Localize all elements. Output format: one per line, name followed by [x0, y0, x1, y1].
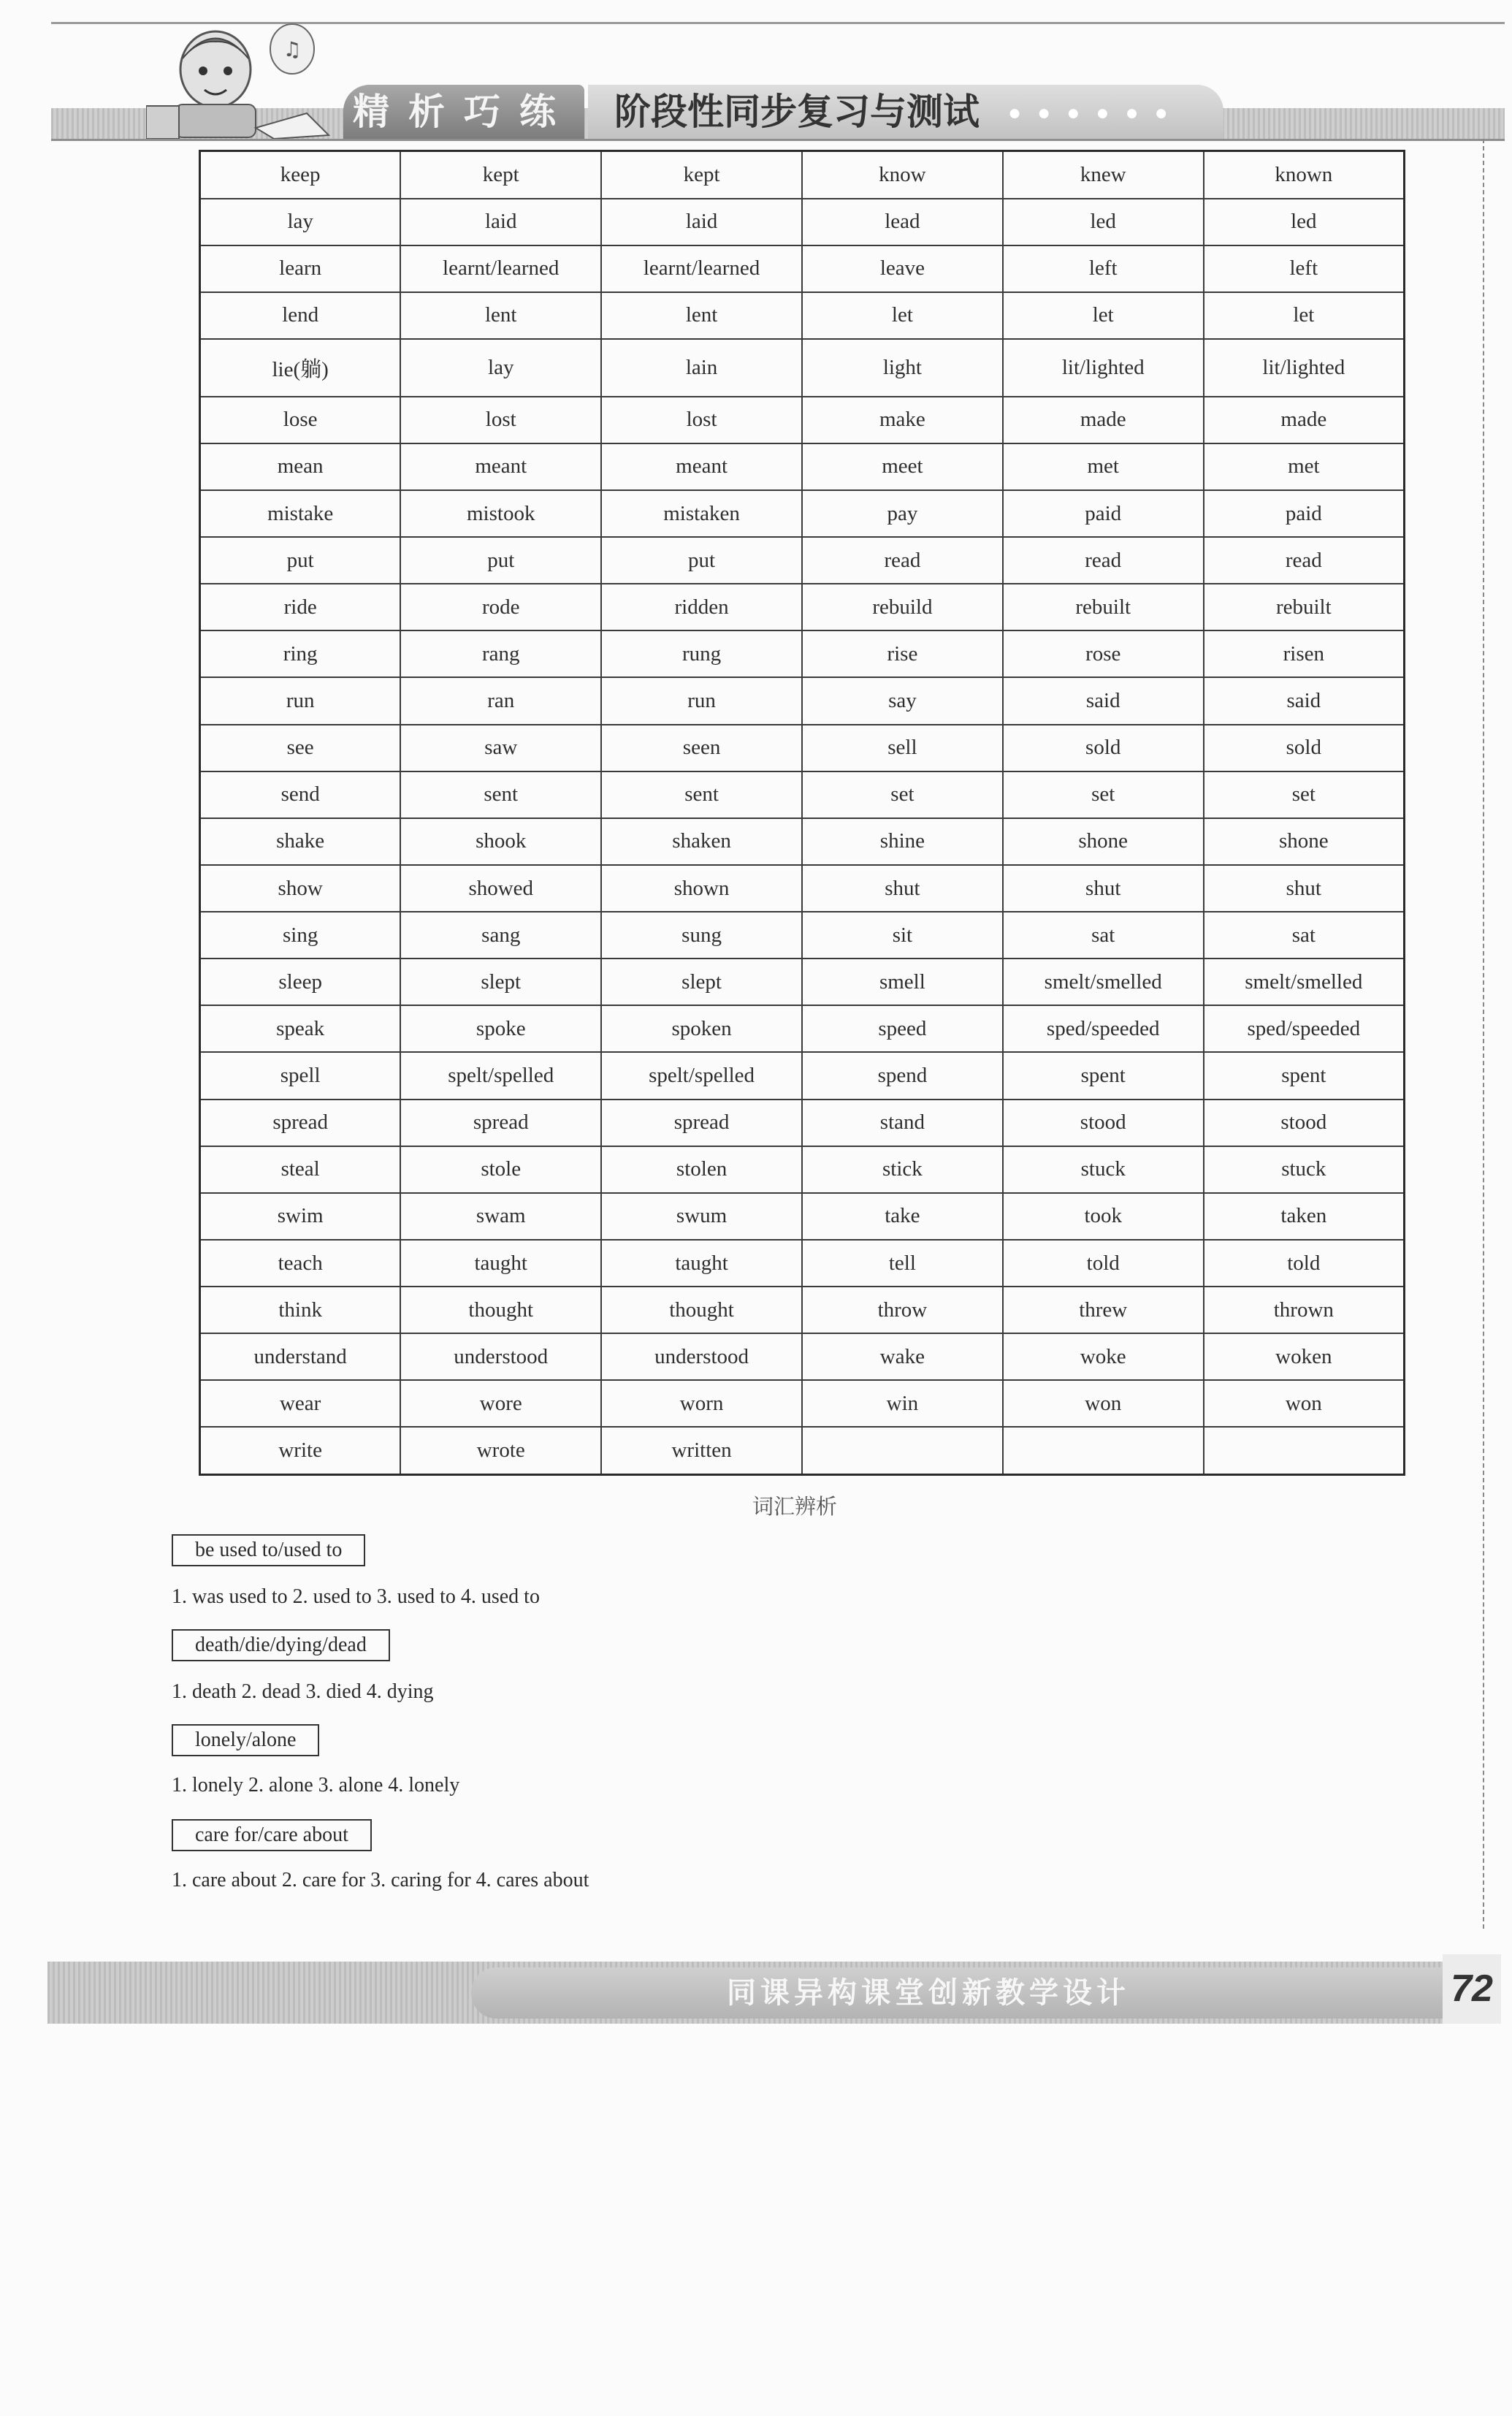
vocab-label-care: care for/care about: [172, 1819, 372, 1851]
table-row: [200, 537, 1405, 584]
vocab-label-lonely: lonely/alone: [172, 1724, 319, 1756]
table-cell: spoken: [601, 1005, 802, 1052]
table-cell: stole: [400, 1146, 601, 1193]
table-cell: make: [802, 397, 1003, 443]
table-cell: showed: [400, 865, 601, 912]
vocab-answers-used-to: 1. was used to 2. used to 3. used to 4. used to: [172, 1585, 540, 1608]
table-cell: knew: [1003, 151, 1204, 199]
table-cell: rebuild: [802, 584, 1003, 630]
table-cell: thought: [601, 1287, 802, 1333]
table-cell: lose: [200, 397, 401, 443]
table-cell: ran: [400, 677, 601, 724]
table-cell: write: [200, 1427, 401, 1474]
table-cell: think: [200, 1287, 401, 1333]
table-cell: stolen: [601, 1146, 802, 1193]
table-cell: learnt/learned: [400, 245, 601, 292]
table-cell: understand: [200, 1333, 401, 1380]
table-cell: swum: [601, 1193, 802, 1240]
table-cell: left: [1003, 245, 1204, 292]
table-cell: speed: [802, 1005, 1003, 1052]
table-cell: mistaken: [601, 490, 802, 537]
table-cell: lie(躺): [200, 339, 401, 397]
table-cell: stand: [802, 1100, 1003, 1146]
table-cell: win: [802, 1380, 1003, 1427]
table-cell: stood: [1204, 1100, 1405, 1146]
table-cell: light: [802, 339, 1003, 397]
table-row: [200, 245, 1405, 292]
table-cell: set: [802, 771, 1003, 818]
table-cell: meet: [802, 443, 1003, 490]
table-cell: kept: [601, 151, 802, 199]
table-cell: teach: [200, 1240, 401, 1287]
vocab-answers-lonely: 1. lonely 2. alone 3. alone 4. lonely: [172, 1774, 460, 1796]
header-title-tab: [588, 85, 1223, 139]
table-cell: saw: [400, 725, 601, 771]
table-cell: written: [601, 1427, 802, 1474]
table-cell: sell: [802, 725, 1003, 771]
table-cell: spread: [200, 1100, 401, 1146]
table-cell: woken: [1204, 1333, 1405, 1380]
table-cell: run: [601, 677, 802, 724]
table-cell: spread: [400, 1100, 601, 1146]
table-cell: won: [1204, 1380, 1405, 1427]
table-cell: put: [601, 537, 802, 584]
table-cell: keep: [200, 151, 401, 199]
table-row: [200, 1333, 1405, 1380]
table-cell: shut: [802, 865, 1003, 912]
table-cell: taken: [1204, 1193, 1405, 1240]
page-number: 72: [1443, 1954, 1501, 2024]
table-cell: known: [1204, 151, 1405, 199]
table-cell: understood: [601, 1333, 802, 1380]
table-cell: shake: [200, 818, 401, 865]
table-cell: lent: [601, 292, 802, 339]
table-cell: rebuilt: [1003, 584, 1204, 630]
table-cell: sat: [1003, 912, 1204, 959]
table-cell: lit/lighted: [1003, 339, 1204, 397]
table-row: [200, 490, 1405, 537]
table-cell: lend: [200, 292, 401, 339]
page-header: [51, 15, 1505, 146]
table-cell: say: [802, 677, 1003, 724]
table-cell: [1003, 1427, 1204, 1474]
table-cell: swim: [200, 1193, 401, 1240]
table-cell: learn: [200, 245, 401, 292]
table-row: [200, 292, 1405, 339]
table-cell: throw: [802, 1287, 1003, 1333]
table-cell: stuck: [1003, 1146, 1204, 1193]
table-row: [200, 1287, 1405, 1333]
table-cell: spend: [802, 1052, 1003, 1099]
vocab-label-used-to: be used to/used to: [172, 1534, 365, 1566]
table-cell: lit/lighted: [1204, 339, 1405, 397]
vocab-label-death: death/die/dying/dead: [172, 1629, 390, 1661]
table-cell: rung: [601, 630, 802, 677]
table-cell: rise: [802, 630, 1003, 677]
table-cell: taught: [601, 1240, 802, 1287]
table-cell: lost: [400, 397, 601, 443]
table-cell: met: [1204, 443, 1405, 490]
table-cell: spent: [1003, 1052, 1204, 1099]
table-cell: wore: [400, 1380, 601, 1427]
table-cell: put: [400, 537, 601, 584]
footer-title: 同课异构课堂创新教学设计: [727, 1976, 1130, 2010]
table-cell: woke: [1003, 1333, 1204, 1380]
table-cell: shut: [1003, 865, 1204, 912]
table-cell: sit: [802, 912, 1003, 959]
table-row: [200, 1146, 1405, 1193]
table-cell: spell: [200, 1052, 401, 1099]
table-row: [200, 912, 1405, 959]
table-cell: know: [802, 151, 1003, 199]
table-cell: tell: [802, 1240, 1003, 1287]
table-cell: sold: [1003, 725, 1204, 771]
table-cell: ridden: [601, 584, 802, 630]
table-cell: mistake: [200, 490, 401, 537]
table-cell: won: [1003, 1380, 1204, 1427]
vocabulary-section-title: 词汇辨析: [752, 1494, 838, 1519]
table-cell: slept: [400, 959, 601, 1005]
table-cell: ring: [200, 630, 401, 677]
table-cell: read: [1204, 537, 1405, 584]
table-cell: shaken: [601, 818, 802, 865]
svg-text:♫: ♫: [283, 37, 302, 61]
table-row: [200, 1240, 1405, 1287]
table-cell: sat: [1204, 912, 1405, 959]
table-row: [200, 1380, 1405, 1427]
table-cell: sleep: [200, 959, 401, 1005]
table-cell: run: [200, 677, 401, 724]
table-cell: worn: [601, 1380, 802, 1427]
table-cell: shown: [601, 865, 802, 912]
table-row: [200, 1100, 1405, 1146]
table-cell: lay: [400, 339, 601, 397]
table-cell: put: [200, 537, 401, 584]
table-cell: rode: [400, 584, 601, 630]
table-cell: sped/speeded: [1003, 1005, 1204, 1052]
table-cell: sung: [601, 912, 802, 959]
table-cell: leave: [802, 245, 1003, 292]
table-cell: see: [200, 725, 401, 771]
table-row: [200, 151, 1405, 199]
table-cell: spread: [601, 1100, 802, 1146]
table-cell: led: [1003, 199, 1204, 245]
table-cell: made: [1204, 397, 1405, 443]
table-cell: set: [1003, 771, 1204, 818]
table-cell: set: [1204, 771, 1405, 818]
table-cell: spelt/spelled: [601, 1052, 802, 1099]
table-cell: laid: [400, 199, 601, 245]
vocab-answers-death: 1. death 2. dead 3. died 4. dying: [172, 1680, 434, 1703]
table-cell: mean: [200, 443, 401, 490]
table-cell: show: [200, 865, 401, 912]
table-cell: speak: [200, 1005, 401, 1052]
table-cell: send: [200, 771, 401, 818]
table-cell: let: [1003, 292, 1204, 339]
table-cell: stick: [802, 1146, 1003, 1193]
table-cell: lay: [200, 199, 401, 245]
header-title: 阶段性同步复习与测试: [614, 91, 980, 133]
table-cell: risen: [1204, 630, 1405, 677]
table-cell: ride: [200, 584, 401, 630]
table-row: [200, 725, 1405, 771]
table-cell: thrown: [1204, 1287, 1405, 1333]
table-cell: lost: [601, 397, 802, 443]
table-cell: take: [802, 1193, 1003, 1240]
table-cell: wear: [200, 1380, 401, 1427]
table-cell: seen: [601, 725, 802, 771]
table-cell: shone: [1003, 818, 1204, 865]
table-row: [200, 199, 1405, 245]
irregular-verb-table: [199, 150, 1405, 1476]
table-cell: let: [802, 292, 1003, 339]
table-cell: [1204, 1427, 1405, 1474]
table-cell: led: [1204, 199, 1405, 245]
table-cell: meant: [601, 443, 802, 490]
table-cell: read: [802, 537, 1003, 584]
table-row: [200, 865, 1405, 912]
table-cell: paid: [1003, 490, 1204, 537]
table-row: [200, 630, 1405, 677]
table-cell: thought: [400, 1287, 601, 1333]
table-cell: sped/speeded: [1204, 1005, 1405, 1052]
table-cell: read: [1003, 537, 1204, 584]
table-cell: kept: [400, 151, 601, 199]
table-cell: steal: [200, 1146, 401, 1193]
table-cell: left: [1204, 245, 1405, 292]
table-cell: met: [1003, 443, 1204, 490]
table-cell: shut: [1204, 865, 1405, 912]
table-cell: spoke: [400, 1005, 601, 1052]
header-dots: ●●●●●●: [1008, 101, 1184, 125]
header-left-tab: 精析巧练: [343, 85, 584, 139]
table-row: [200, 1005, 1405, 1052]
table-cell: [802, 1427, 1003, 1474]
footer-title-tab: [471, 1967, 1494, 2019]
table-cell: taught: [400, 1240, 601, 1287]
table-cell: paid: [1204, 490, 1405, 537]
student-reading-illustration: [146, 18, 336, 139]
table-row: [200, 584, 1405, 630]
vocab-answers-care: 1. care about 2. care for 3. caring for 4. cares about: [172, 1869, 589, 1891]
table-cell: spent: [1204, 1052, 1405, 1099]
table-cell: rose: [1003, 630, 1204, 677]
table-cell: wrote: [400, 1427, 601, 1474]
table-row: [200, 959, 1405, 1005]
table-cell: lent: [400, 292, 601, 339]
table-cell: sang: [400, 912, 601, 959]
table-row: [200, 677, 1405, 724]
table-row: [200, 771, 1405, 818]
table-cell: shook: [400, 818, 601, 865]
table-row: [200, 339, 1405, 397]
table-row: [200, 1193, 1405, 1240]
table-cell: sent: [601, 771, 802, 818]
table-cell: slept: [601, 959, 802, 1005]
table-cell: sold: [1204, 725, 1405, 771]
table-cell: understood: [400, 1333, 601, 1380]
table-row: [200, 818, 1405, 865]
table-cell: rang: [400, 630, 601, 677]
table-cell: shine: [802, 818, 1003, 865]
table-cell: mistook: [400, 490, 601, 537]
table-cell: threw: [1003, 1287, 1204, 1333]
table-row: [200, 1052, 1405, 1099]
table-cell: smelt/smelled: [1204, 959, 1405, 1005]
table-cell: shone: [1204, 818, 1405, 865]
table-cell: told: [1204, 1240, 1405, 1287]
table-cell: meant: [400, 443, 601, 490]
table-cell: learnt/learned: [601, 245, 802, 292]
table-cell: stood: [1003, 1100, 1204, 1146]
table-cell: said: [1003, 677, 1204, 724]
table-cell: sent: [400, 771, 601, 818]
table-cell: smell: [802, 959, 1003, 1005]
table-cell: rebuilt: [1204, 584, 1405, 630]
table-cell: said: [1204, 677, 1405, 724]
table-cell: sing: [200, 912, 401, 959]
table-cell: wake: [802, 1333, 1003, 1380]
table-cell: let: [1204, 292, 1405, 339]
table-cell: stuck: [1204, 1146, 1405, 1193]
table-cell: pay: [802, 490, 1003, 537]
page-footer: [47, 1962, 1501, 2024]
table-cell: laid: [601, 199, 802, 245]
table-cell: made: [1003, 397, 1204, 443]
table-cell: told: [1003, 1240, 1204, 1287]
table-cell: lain: [601, 339, 802, 397]
table-cell: took: [1003, 1193, 1204, 1240]
right-decorative-border: [1483, 139, 1496, 1929]
table-cell: lead: [802, 199, 1003, 245]
table-cell: spelt/spelled: [400, 1052, 601, 1099]
table-row: [200, 397, 1405, 443]
table-row: [200, 1427, 1405, 1474]
table-cell: smelt/smelled: [1003, 959, 1204, 1005]
table-cell: swam: [400, 1193, 601, 1240]
table-row: [200, 443, 1405, 490]
